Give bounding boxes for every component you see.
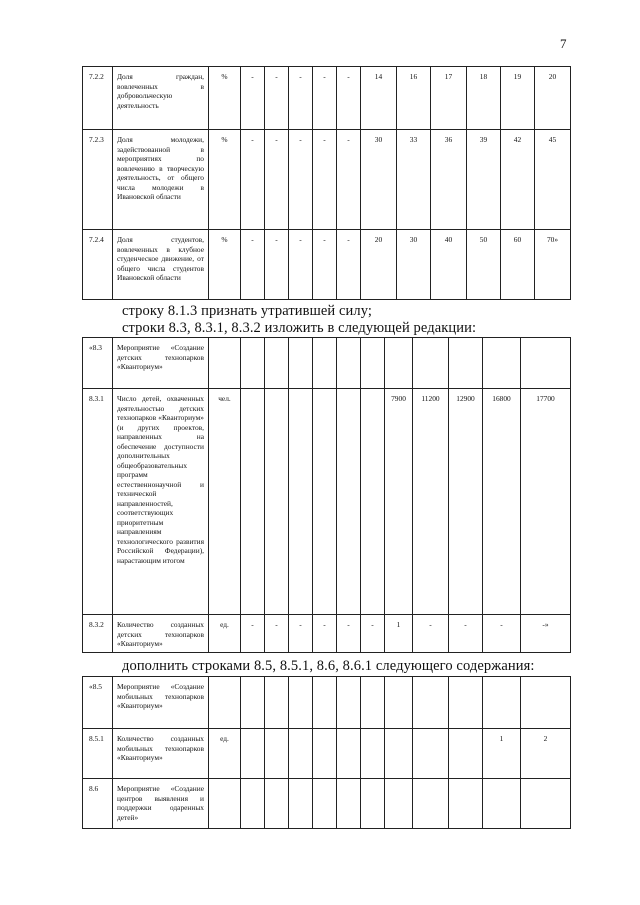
value-cell: - (313, 230, 337, 300)
value-cell: - (313, 130, 337, 230)
value-cell (241, 389, 265, 615)
value-cell (361, 338, 385, 389)
value-cell (413, 729, 449, 779)
value-cell: - (337, 615, 361, 653)
value-cell (313, 677, 337, 729)
value-cell (385, 779, 413, 829)
value-cell: - (337, 67, 361, 130)
value-cell: 2 (521, 729, 571, 779)
row-code: 7.2.3 (83, 130, 113, 230)
row-code: 7.2.4 (83, 230, 113, 300)
indicator-name: Мероприятие «Создание мобильных технопарков «Кванториум» (113, 677, 209, 729)
value-cell: - (265, 67, 289, 130)
unit-cell: ед. (209, 615, 241, 653)
table-row (83, 67, 571, 130)
value-cell (483, 338, 521, 389)
value-cell (265, 338, 289, 389)
value-cell: 16800 (483, 389, 521, 615)
indicator-name: Количество созданных мобильных технопарков «Кванториум» (113, 729, 209, 779)
value-cell (265, 779, 289, 829)
value-cell: -» (521, 615, 571, 653)
value-cell: - (313, 67, 337, 130)
value-cell (241, 729, 265, 779)
value-cell: - (413, 615, 449, 653)
indicators-table-8-5 (82, 676, 571, 829)
value-cell (241, 779, 265, 829)
table-row (83, 230, 571, 300)
value-cell: 36 (431, 130, 467, 230)
value-cell (265, 389, 289, 615)
row-code: «8.3 (83, 338, 113, 389)
table-row (83, 779, 571, 829)
value-cell (289, 677, 313, 729)
value-cell (483, 779, 521, 829)
value-cell (289, 779, 313, 829)
indicator-name: Количество созданных детских технопарков «Кванториум» (113, 615, 209, 653)
indicator-name: Доля молодежи, задействованной в мероприятиях по вовлечению в творческую деятельность, от общего числа молодежи в Ивановской области (113, 130, 209, 230)
value-cell: 17 (431, 67, 467, 130)
value-cell: 16 (397, 67, 431, 130)
value-cell (385, 677, 413, 729)
value-cell: - (265, 615, 289, 653)
value-cell: 45 (535, 130, 571, 230)
value-cell (313, 729, 337, 779)
value-cell: 30 (361, 130, 397, 230)
value-cell (313, 389, 337, 615)
value-cell: - (265, 230, 289, 300)
value-cell (521, 677, 571, 729)
value-cell: - (361, 615, 385, 653)
value-cell (241, 677, 265, 729)
table-row (83, 338, 571, 389)
value-cell: - (449, 615, 483, 653)
table-row (83, 615, 571, 653)
unit-cell (209, 338, 241, 389)
value-cell: 60 (501, 230, 535, 300)
indicator-name: Доля студентов, вовлеченных в клубное студенческое движение, от общего числа студентов Ивановской области (113, 230, 209, 300)
indicators-table-7-2 (82, 66, 571, 300)
value-cell: 19 (501, 67, 535, 130)
row-code: «8.5 (83, 677, 113, 729)
value-cell (361, 729, 385, 779)
value-cell: 12900 (449, 389, 483, 615)
value-cell (521, 338, 571, 389)
value-cell: - (265, 130, 289, 230)
value-cell: - (289, 230, 313, 300)
indicator-name: Доля граждан, вовлеченных в добровольческую деятельность (113, 67, 209, 130)
value-cell: 33 (397, 130, 431, 230)
value-cell (265, 729, 289, 779)
value-cell: - (241, 130, 265, 230)
value-cell: 39 (467, 130, 501, 230)
value-cell (449, 338, 483, 389)
row-code: 8.5.1 (83, 729, 113, 779)
value-cell (385, 729, 413, 779)
table-row (83, 389, 571, 615)
value-cell (413, 779, 449, 829)
unit-cell: % (209, 130, 241, 230)
value-cell (313, 779, 337, 829)
unit-cell (209, 779, 241, 829)
value-cell (413, 338, 449, 389)
indicator-name: Мероприятие «Создание детских технопарков «Кванториум» (113, 338, 209, 389)
value-cell: 20 (535, 67, 571, 130)
unit-cell: % (209, 230, 241, 300)
value-cell: - (241, 230, 265, 300)
value-cell (337, 677, 361, 729)
instruction-text-8-3: строки 8.3, 8.3.1, 8.3.2 изложить в следующей редакции: (122, 320, 477, 336)
value-cell (337, 729, 361, 779)
value-cell (449, 729, 483, 779)
value-cell: - (337, 230, 361, 300)
value-cell: - (241, 67, 265, 130)
value-cell (289, 338, 313, 389)
instruction-text-8-5: дополнить строками 8.5, 8.5.1, 8.6, 8.6.1 следующего содержания: (122, 658, 535, 674)
value-cell: - (241, 615, 265, 653)
value-cell: 18 (467, 67, 501, 130)
value-cell: - (289, 615, 313, 653)
value-cell: 40 (431, 230, 467, 300)
unit-cell: ед. (209, 729, 241, 779)
indicators-table-8-3 (82, 337, 571, 653)
value-cell (361, 779, 385, 829)
table-row (83, 130, 571, 230)
value-cell (289, 389, 313, 615)
page-number: 7 (560, 36, 567, 51)
value-cell: 30 (397, 230, 431, 300)
value-cell (241, 338, 265, 389)
unit-cell (209, 677, 241, 729)
table-row (83, 677, 571, 729)
value-cell: - (313, 615, 337, 653)
value-cell: - (289, 67, 313, 130)
value-cell (521, 779, 571, 829)
unit-cell: чел. (209, 389, 241, 615)
value-cell (337, 389, 361, 615)
value-cell (449, 779, 483, 829)
value-cell: 17700 (521, 389, 571, 615)
value-cell: 20 (361, 230, 397, 300)
value-cell: 50 (467, 230, 501, 300)
value-cell (337, 779, 361, 829)
row-code: 7.2.2 (83, 67, 113, 130)
value-cell: - (483, 615, 521, 653)
value-cell (361, 389, 385, 615)
value-cell (413, 677, 449, 729)
value-cell: 70» (535, 230, 571, 300)
value-cell (483, 677, 521, 729)
indicator-name: Мероприятие «Создание центров выявления и поддержки одаренных детей» (113, 779, 209, 829)
value-cell (361, 677, 385, 729)
value-cell (265, 677, 289, 729)
row-code: 8.3.2 (83, 615, 113, 653)
value-cell: 11200 (413, 389, 449, 615)
value-cell (289, 729, 313, 779)
unit-cell: % (209, 67, 241, 130)
value-cell (449, 677, 483, 729)
value-cell: 1 (385, 615, 413, 653)
instruction-text-8-1-3: строку 8.1.3 признать утратившей силу; (122, 303, 373, 319)
table-row (83, 729, 571, 779)
value-cell (313, 338, 337, 389)
row-code: 8.6 (83, 779, 113, 829)
indicator-name: Число детей, охваченных деятельностью детских технопарков «Кванториум» (и других проектов, направленных на обеспечение доступности дополнительных общеобразовательных программ естественнонаучной и технической направленностей, соответствующих приоритетным направлениям технологического развития Российской Федерации), нарастающим итогом (113, 389, 209, 615)
row-code: 8.3.1 (83, 389, 113, 615)
value-cell (385, 338, 413, 389)
value-cell: - (337, 130, 361, 230)
value-cell: 1 (483, 729, 521, 779)
value-cell (337, 338, 361, 389)
value-cell: 14 (361, 67, 397, 130)
value-cell: 7900 (385, 389, 413, 615)
value-cell: 42 (501, 130, 535, 230)
value-cell: - (289, 130, 313, 230)
